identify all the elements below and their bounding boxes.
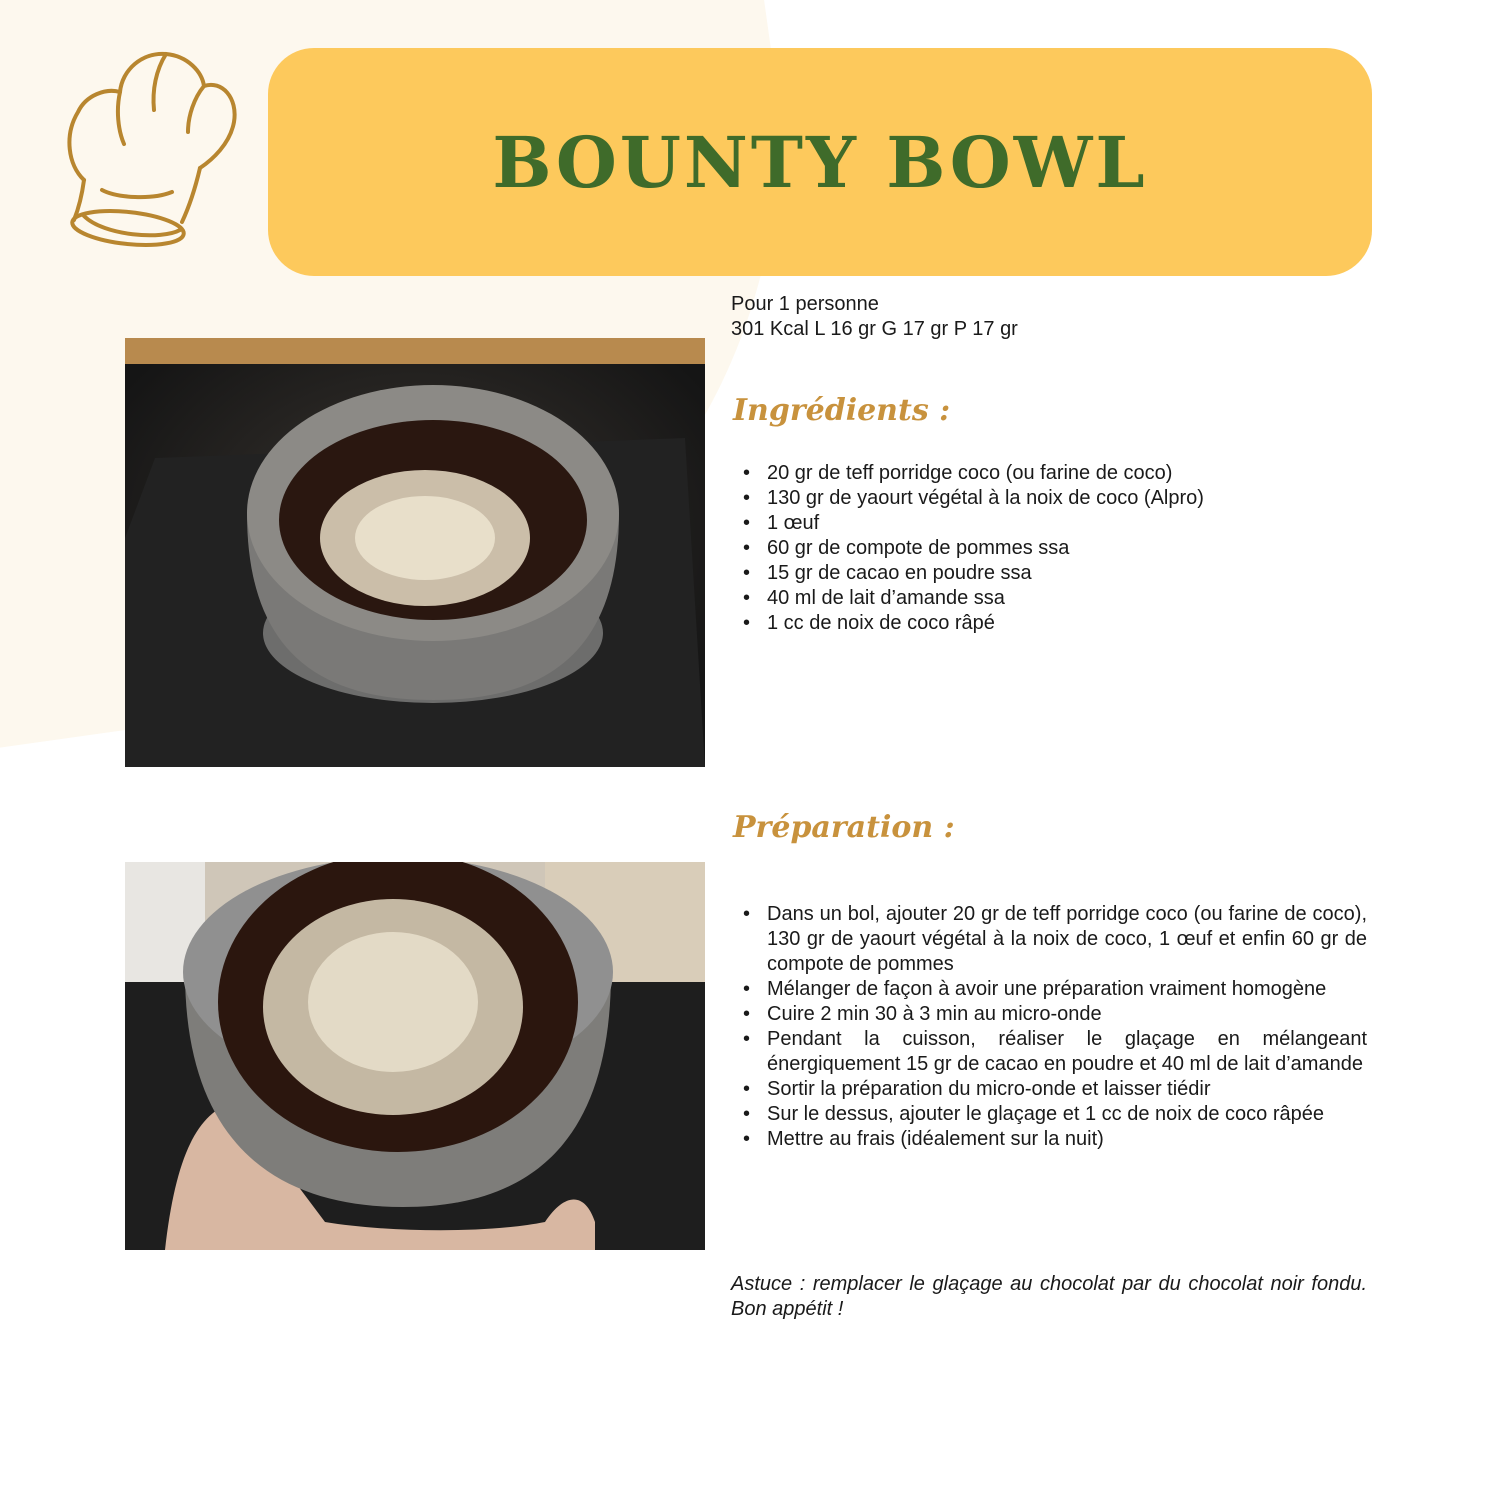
ingredient-item: • 130 gr de yaourt végétal à la noix de coco (Alpro)	[741, 486, 1381, 511]
recipe-title: BOUNTY BOWL	[492, 120, 1148, 204]
preparation-list	[741, 902, 1367, 1152]
tip-text: Astuce : remplacer le glaçage au chocolat par du chocolat noir fondu. Bon appétit !	[731, 1273, 1367, 1320]
preparation-step: • Sortir la préparation du micro-onde et laisser tiédir	[741, 1077, 1367, 1102]
ingredient-item: • 15 gr de cacao en poudre ssa	[741, 561, 1381, 586]
bowl-photo-bottom	[125, 862, 705, 1250]
nutrition-text: 301 Kcal L 16 gr G 17 gr P 17 gr	[731, 318, 1018, 340]
preparation-step: • Mettre au frais (idéalement sur la nuit)	[741, 1127, 1367, 1152]
ingredient-item: • 60 gr de compote de pommes ssa	[741, 536, 1381, 561]
ingredient-item: • 1 cc de noix de coco râpé	[741, 611, 1381, 636]
ingredients-list	[741, 461, 1381, 636]
bowl-photo-top	[125, 338, 705, 767]
ingredients-heading: Ingrédients :	[733, 393, 951, 428]
title-banner	[268, 48, 1372, 276]
servings-text: Pour 1 personne	[731, 293, 879, 315]
preparation-step: • Sur le dessus, ajouter le glaçage et 1 cc de noix de coco râpée	[741, 1102, 1367, 1127]
preparation-step: • Dans un bol, ajouter 20 gr de teff porridge coco (ou farine de coco), 130 gr de yaourt végétal à la noix de coco, 1 œuf et enfin 60 gr de compote de pommes	[741, 902, 1367, 977]
preparation-step: • Mélanger de façon à avoir une préparation vraiment homogène	[741, 977, 1367, 1002]
ingredient-item: • 20 gr de teff porridge coco (ou farine de coco)	[741, 461, 1381, 486]
preparation-step: • Pendant la cuisson, réaliser le glaçage en mélangeant énergiquement 15 gr de cacao en poudre et 40 ml de lait d’amande	[741, 1027, 1367, 1077]
preparation-heading: Préparation :	[733, 810, 955, 845]
chef-hat-icon	[62, 40, 242, 250]
preparation-step: • Cuire 2 min 30 à 3 min au micro-onde	[741, 1002, 1367, 1027]
recipe-meta	[731, 292, 1018, 342]
ingredient-item: • 40 ml de lait d’amande ssa	[741, 586, 1381, 611]
ingredient-item: • 1 œuf	[741, 511, 1381, 536]
